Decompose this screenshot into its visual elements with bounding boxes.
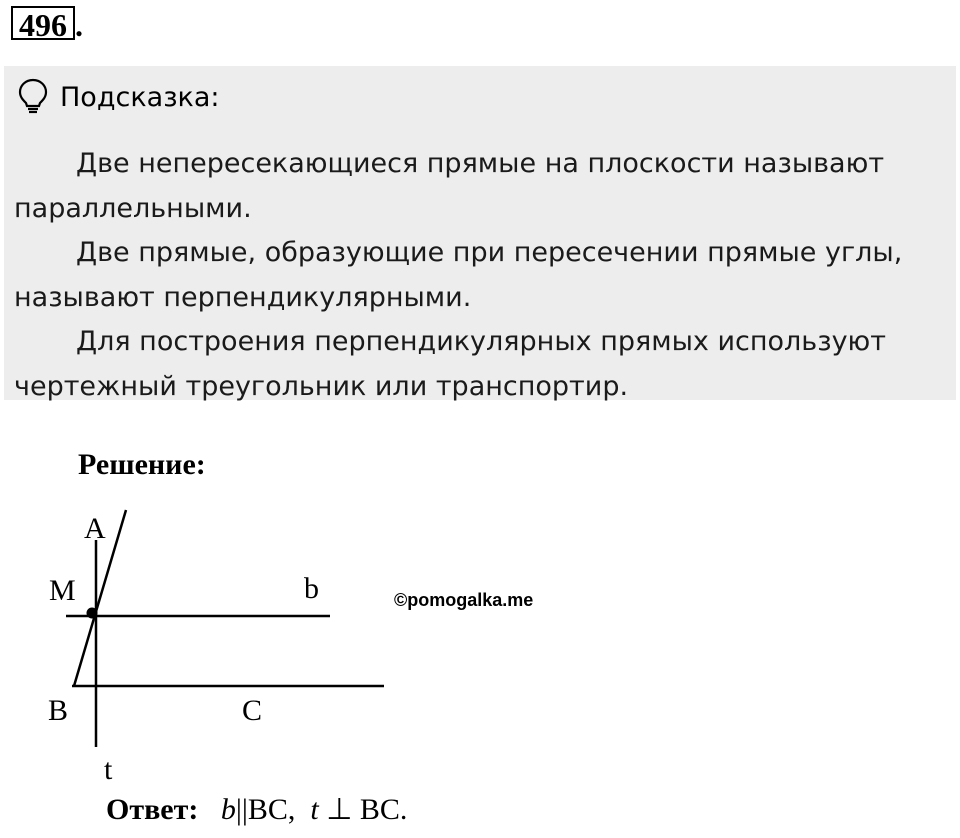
label-M: M [49, 574, 76, 607]
hint-box [4, 66, 956, 400]
geometry-diagram [0, 500, 420, 800]
point-M [87, 608, 98, 619]
label-B: B [48, 694, 69, 727]
answer-parallel: ||BC, [235, 793, 296, 826]
task-number [11, 6, 83, 42]
task-number-box: 496 [11, 6, 75, 40]
hint-title: Подсказка: [60, 82, 220, 113]
hint-paragraph-2: Две прямые, образующие при пересечении прямые углы, называют перпендикулярными. [14, 237, 903, 313]
answer [106, 792, 407, 832]
label-t: t [104, 753, 113, 786]
answer-t: t [310, 793, 319, 826]
hint-paragraph-1: Две непересекающиеся прямые на плоскости называют параллельными. [14, 148, 885, 224]
label-C: C [242, 694, 263, 727]
hint-header [18, 80, 220, 116]
hint-text [14, 142, 939, 409]
solution-heading: Решение: [78, 448, 206, 481]
label-b: b [304, 572, 319, 605]
watermark: ©pomogalka.me [394, 590, 534, 610]
label-A: A [84, 512, 106, 545]
hint-paragraph-3: Для построения перпендикулярных прямых используют чертежный треугольник или транспортир. [14, 326, 887, 402]
answer-b: b [220, 793, 236, 826]
answer-label: Ответ: [106, 793, 199, 826]
lightbulb-icon [18, 78, 48, 118]
answer-perp: ⊥ BC. [326, 793, 408, 826]
task-number-dot: . [75, 7, 83, 43]
